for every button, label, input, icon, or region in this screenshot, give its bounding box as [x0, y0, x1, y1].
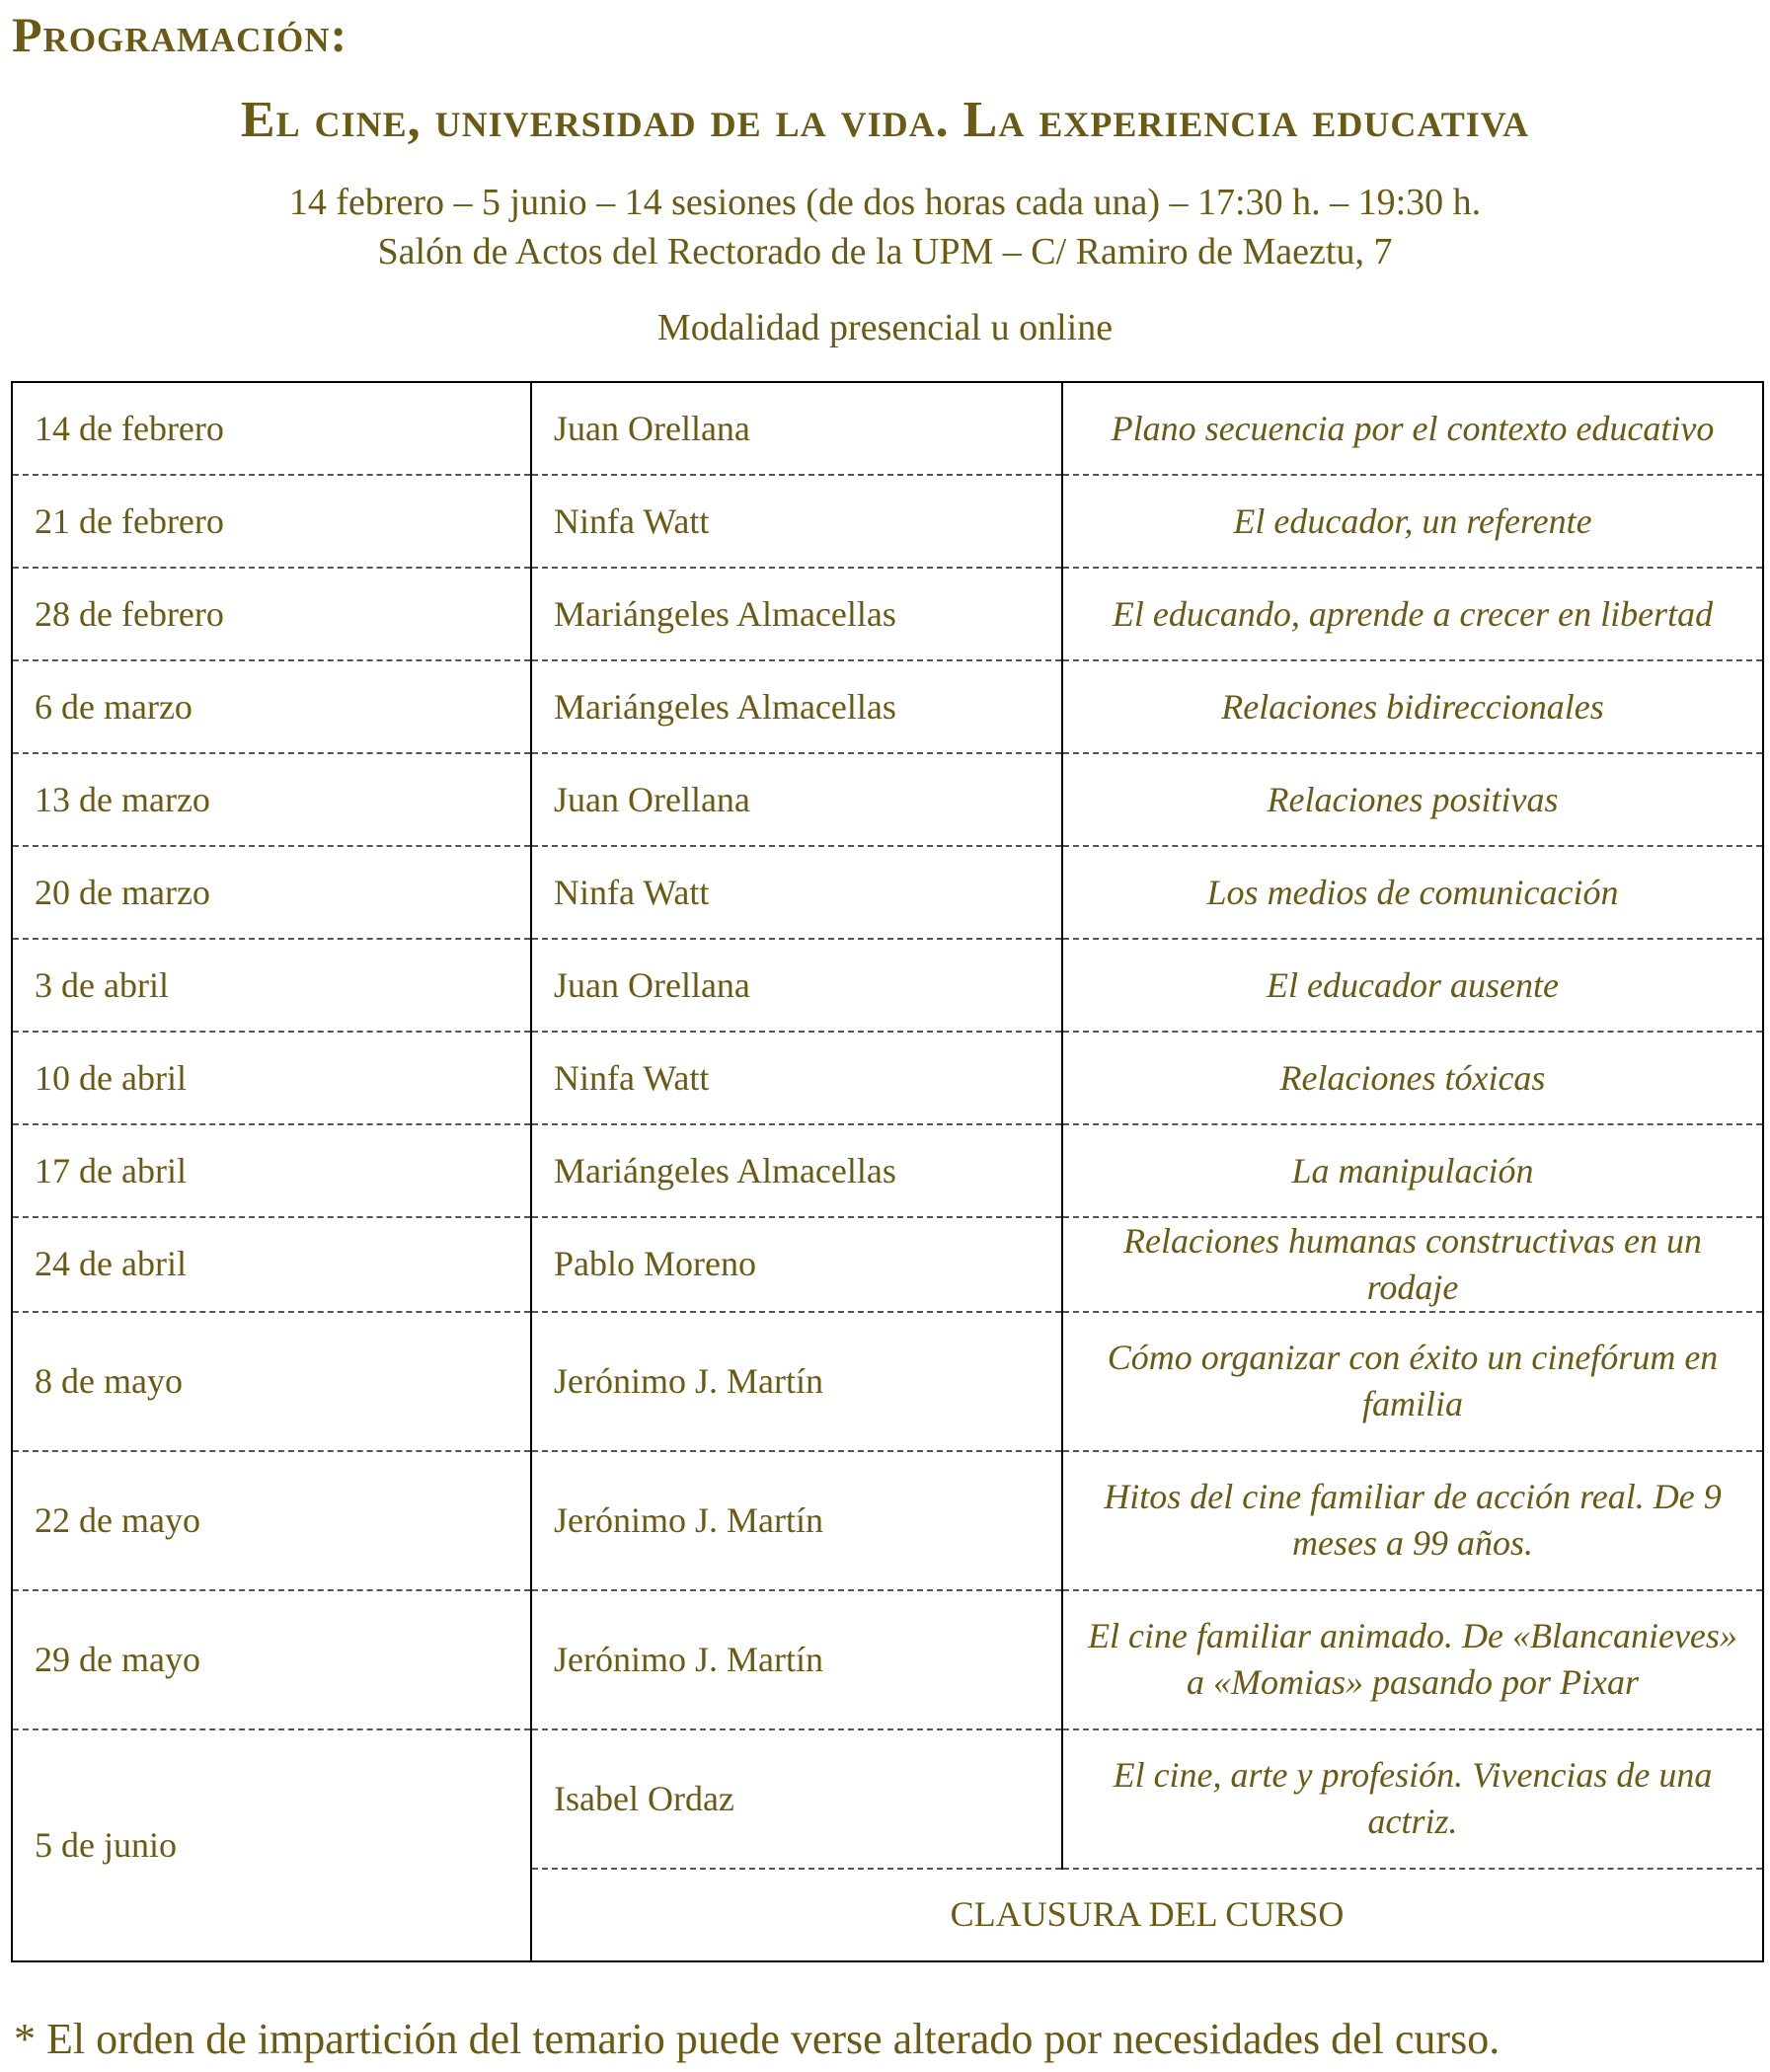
- session-date: 29 de mayo: [12, 1590, 531, 1729]
- mode-line: Modalidad presencial u online: [656, 307, 1114, 348]
- session-speaker: Ninfa Watt: [531, 1032, 1062, 1124]
- session-date: 3 de abril: [12, 939, 531, 1032]
- session-speaker: Mariángeles Almacellas: [531, 568, 1062, 660]
- course-title: El cine, universidad de la vida. La experiencia educativa: [240, 92, 1530, 148]
- session-speaker: Ninfa Watt: [531, 475, 1062, 568]
- table-row: [12, 1217, 1763, 1312]
- session-date: 28 de febrero: [12, 568, 531, 660]
- session-topic: Plano secuencia por el contexto educativo: [1062, 382, 1763, 475]
- table-row: [12, 475, 1763, 568]
- session-date: 17 de abril: [12, 1124, 531, 1217]
- session-topic: El cine, arte y profesión. Vivencias de una actriz.: [1062, 1729, 1763, 1869]
- session-date: 20 de marzo: [12, 846, 531, 939]
- session-date: 21 de febrero: [12, 475, 531, 568]
- schedule-table: [11, 381, 1764, 1962]
- session-date: 10 de abril: [12, 1032, 531, 1124]
- session-topic: Relaciones bidireccionales: [1062, 660, 1763, 753]
- session-speaker: Isabel Ordaz: [531, 1729, 1062, 1869]
- session-date: 5 de junio: [12, 1729, 531, 1961]
- session-topic: El cine familiar animado. De «Blancanieves» a «Momias» pasando por Pixar: [1062, 1590, 1763, 1729]
- table-row: [12, 1729, 1763, 1869]
- venue-line: Salón de Actos del Rectorado de la UPM – C/ Ramiro de Maeztu, 7: [377, 231, 1393, 272]
- session-topic: El educador, un referente: [1062, 475, 1763, 568]
- table-row: [12, 1124, 1763, 1217]
- table-row: [12, 568, 1763, 660]
- session-topic: Hitos del cine familiar de acción real. De 9 meses a 99 años.: [1062, 1451, 1763, 1590]
- session-speaker: Ninfa Watt: [531, 846, 1062, 939]
- table-row: [12, 1312, 1763, 1451]
- session-topic: La manipulación: [1062, 1124, 1763, 1217]
- table-row: [12, 382, 1763, 475]
- session-speaker: Mariángeles Almacellas: [531, 660, 1062, 753]
- table-row: [12, 1451, 1763, 1590]
- session-date: 13 de marzo: [12, 753, 531, 846]
- session-speaker: Jerónimo J. Martín: [531, 1590, 1062, 1729]
- session-topic: Los medios de comunicación: [1062, 846, 1763, 939]
- session-speaker: Juan Orellana: [531, 382, 1062, 475]
- closing-label: CLAUSURA DEL CURSO: [950, 1894, 1345, 1935]
- session-date: 24 de abril: [12, 1217, 531, 1312]
- session-topic: Relaciones humanas constructivas en un rodaje: [1062, 1217, 1763, 1312]
- table-row: [12, 1032, 1763, 1124]
- session-speaker: Mariángeles Almacellas: [531, 1124, 1062, 1217]
- session-speaker: Juan Orellana: [531, 939, 1062, 1032]
- session-topic: El educando, aprende a crecer en libertad: [1062, 568, 1763, 660]
- section-heading: Programación:: [12, 7, 348, 62]
- table-row: [12, 660, 1763, 753]
- session-date: 22 de mayo: [12, 1451, 531, 1590]
- session-topic: Relaciones positivas: [1062, 753, 1763, 846]
- session-topic: Relaciones tóxicas: [1062, 1032, 1763, 1124]
- footnote: * El orden de impartición del temario puede verse alterado por necesidades del curso.: [14, 2015, 1501, 2063]
- session-date: 14 de febrero: [12, 382, 531, 475]
- session-topic: Cómo organizar con éxito un cinefórum en familia: [1062, 1312, 1763, 1451]
- session-speaker: Juan Orellana: [531, 753, 1062, 846]
- table-row: [12, 939, 1763, 1032]
- table-row: [12, 753, 1763, 846]
- dates-line: 14 febrero – 5 junio – 14 sesiones (de dos horas cada una) – 17:30 h. – 19:30 h.: [288, 182, 1482, 223]
- session-speaker: Jerónimo J. Martín: [531, 1451, 1062, 1590]
- session-speaker: Jerónimo J. Martín: [531, 1312, 1062, 1451]
- table-row: [12, 846, 1763, 939]
- session-topic: El educador ausente: [1062, 939, 1763, 1032]
- session-speaker: Pablo Moreno: [531, 1217, 1062, 1312]
- table-row: [12, 1590, 1763, 1729]
- session-date: 6 de marzo: [12, 660, 531, 753]
- session-date: 8 de mayo: [12, 1312, 531, 1451]
